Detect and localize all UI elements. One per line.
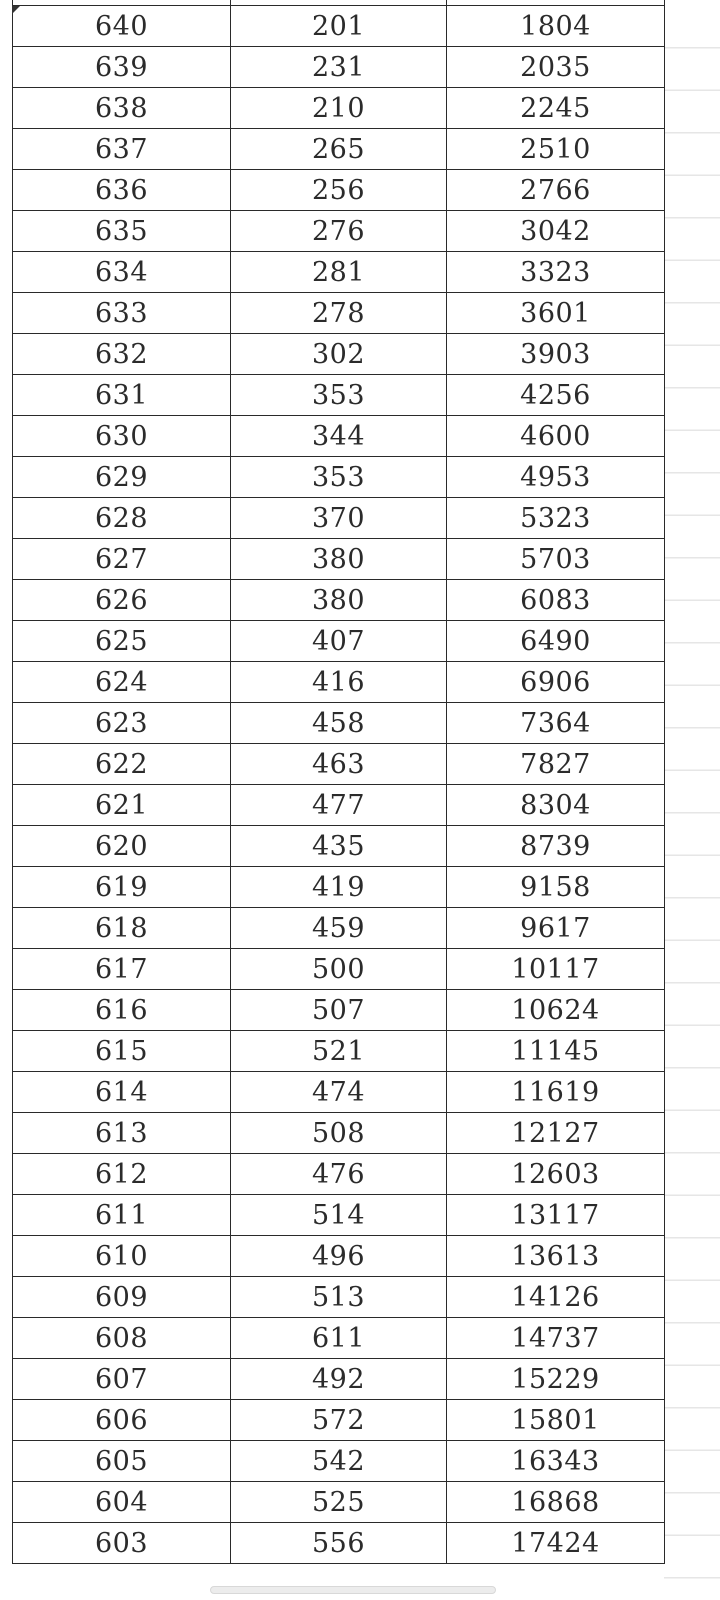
table-cell-col3[interactable]: 3601 [447, 293, 665, 334]
table-cell-col2[interactable]: 542 [231, 1441, 447, 1482]
table-cell-col1[interactable]: 620 [13, 826, 231, 867]
table-cell-col2[interactable]: 370 [231, 498, 447, 539]
table-cell-col3[interactable]: 3903 [447, 334, 665, 375]
table-cell-col2[interactable]: 302 [231, 334, 447, 375]
table-row [13, 252, 665, 293]
table-cell-col3[interactable]: 3323 [447, 252, 665, 293]
table-cell-col2[interactable]: 611 [231, 1318, 447, 1359]
table-row [13, 1400, 665, 1441]
table-cell-col1[interactable]: 619 [13, 867, 231, 908]
table-cell-col3[interactable]: 2510 [447, 129, 665, 170]
table-cell-col1[interactable]: 618 [13, 908, 231, 949]
table-row [13, 662, 665, 703]
table-row [13, 1441, 665, 1482]
table-cell-col3[interactable]: 13117 [447, 1195, 665, 1236]
table-cell-col2[interactable]: 525 [231, 1482, 447, 1523]
table-cell-col3[interactable]: 2035 [447, 47, 665, 88]
table-row [13, 1154, 665, 1195]
table-row [13, 334, 665, 375]
table-row [13, 539, 665, 580]
table-cell-col3[interactable]: 6083 [447, 580, 665, 621]
table-row [13, 47, 665, 88]
table-cell-col1[interactable]: 632 [13, 334, 231, 375]
table-row [13, 416, 665, 457]
table-cell-col3[interactable]: 14126 [447, 1277, 665, 1318]
table-cell-col1[interactable]: 609 [13, 1277, 231, 1318]
selection-corner-marker [12, 6, 20, 14]
table-cell-col2[interactable]: 380 [231, 539, 447, 580]
table-cell-col1[interactable]: 634 [13, 252, 231, 293]
table-cell-col2[interactable]: 416 [231, 662, 447, 703]
table-cell-col1[interactable]: 603 [13, 1523, 231, 1564]
table-cell-col2[interactable]: 500 [231, 949, 447, 990]
table-cell-col2[interactable]: 476 [231, 1154, 447, 1195]
table-cell-col1[interactable]: 624 [13, 662, 231, 703]
table-cell-col2[interactable]: 521 [231, 1031, 447, 1072]
table-cell-col3[interactable]: 2245 [447, 88, 665, 129]
table-cell-col2[interactable]: 435 [231, 826, 447, 867]
table-row [13, 744, 665, 785]
table-cell-col1[interactable]: 627 [13, 539, 231, 580]
table-cell-col1[interactable]: 628 [13, 498, 231, 539]
table-cell-col3[interactable]: 13613 [447, 1236, 665, 1277]
table-cell-col2[interactable]: 380 [231, 580, 447, 621]
table-row [13, 826, 665, 867]
table-cell-col2[interactable]: 474 [231, 1072, 447, 1113]
table-cell-col2[interactable]: 572 [231, 1400, 447, 1441]
table-cell-col3[interactable]: 6906 [447, 662, 665, 703]
table-cell-col1[interactable]: 616 [13, 990, 231, 1031]
table-row [13, 170, 665, 211]
table-row [13, 129, 665, 170]
table-cell-col2[interactable]: 496 [231, 1236, 447, 1277]
table-row [13, 1318, 665, 1359]
table-cell-col3[interactable]: 16868 [447, 1482, 665, 1523]
table-row [13, 88, 665, 129]
table-cell-col1[interactable]: 607 [13, 1359, 231, 1400]
table-row [13, 908, 665, 949]
table-cell-col1[interactable]: 631 [13, 375, 231, 416]
table-cell-col3[interactable]: 11145 [447, 1031, 665, 1072]
table-cell-col1[interactable]: 629 [13, 457, 231, 498]
table-cell-col1[interactable]: 608 [13, 1318, 231, 1359]
table-cell-col2[interactable]: 201 [231, 6, 447, 47]
table-cell-col1[interactable]: 622 [13, 744, 231, 785]
table-cell-col2[interactable]: 407 [231, 621, 447, 662]
table-row [13, 1031, 665, 1072]
table-cell-col2[interactable]: 281 [231, 252, 447, 293]
table-cell-col1[interactable]: 615 [13, 1031, 231, 1072]
table-row [13, 1072, 665, 1113]
table-cell-col3[interactable]: 4600 [447, 416, 665, 457]
table-cell-col1[interactable]: 635 [13, 211, 231, 252]
table-cell-col3[interactable]: 15801 [447, 1400, 665, 1441]
table-cell-col3[interactable]: 3042 [447, 211, 665, 252]
table-row [13, 1277, 665, 1318]
table-cell-col2[interactable]: 507 [231, 990, 447, 1031]
table-cell-col3[interactable]: 4953 [447, 457, 665, 498]
table-cell-col3[interactable]: 4256 [447, 375, 665, 416]
table-cell-col3[interactable]: 16343 [447, 1441, 665, 1482]
table-cell-col2[interactable]: 353 [231, 375, 447, 416]
table-cell-col1[interactable]: 638 [13, 88, 231, 129]
table-row [13, 1482, 665, 1523]
table-cell-col2[interactable]: 492 [231, 1359, 447, 1400]
table-cell-col2[interactable]: 508 [231, 1113, 447, 1154]
table-row [13, 703, 665, 744]
table-cell-col3[interactable]: 6490 [447, 621, 665, 662]
table-cell-col2[interactable]: 265 [231, 129, 447, 170]
table-cell-col1[interactable]: 613 [13, 1113, 231, 1154]
table-cell-col2[interactable]: 344 [231, 416, 447, 457]
table-cell-col1[interactable]: 611 [13, 1195, 231, 1236]
table-cell-col1[interactable]: 636 [13, 170, 231, 211]
table-row [13, 6, 665, 47]
table-row [13, 1236, 665, 1277]
table-cell-col3[interactable]: 10624 [447, 990, 665, 1031]
table-cell-col3[interactable]: 1804 [447, 6, 665, 47]
table-cell-col2[interactable]: 459 [231, 908, 447, 949]
table-row [13, 867, 665, 908]
table-row [13, 580, 665, 621]
table-cell-col3[interactable]: 15229 [447, 1359, 665, 1400]
table-cell-col1[interactable]: 630 [13, 416, 231, 457]
table-cell-col2[interactable]: 353 [231, 457, 447, 498]
left-gutter [0, 0, 12, 1600]
table-cell-col1[interactable]: 626 [13, 580, 231, 621]
table-cell-col3[interactable]: 2766 [447, 170, 665, 211]
table-cell-col3[interactable]: 7364 [447, 703, 665, 744]
table-cell-col1[interactable]: 612 [13, 1154, 231, 1195]
table-cell-col1[interactable]: 606 [13, 1400, 231, 1441]
table-cell-col2[interactable]: 458 [231, 703, 447, 744]
table-cell-col2[interactable]: 276 [231, 211, 447, 252]
table-cell-col1[interactable]: 621 [13, 785, 231, 826]
table-cell-col3[interactable]: 8739 [447, 826, 665, 867]
table-cell-col3[interactable]: 5703 [447, 539, 665, 580]
table-row [13, 375, 665, 416]
table-cell-col3[interactable]: 12127 [447, 1113, 665, 1154]
table-cell-col2[interactable]: 463 [231, 744, 447, 785]
table-row [13, 785, 665, 826]
table-cell-col2[interactable]: 513 [231, 1277, 447, 1318]
table-row [13, 990, 665, 1031]
table-cell-col1[interactable]: 610 [13, 1236, 231, 1277]
table-cell-col1[interactable]: 605 [13, 1441, 231, 1482]
table-row [13, 457, 665, 498]
table-cell-col3[interactable]: 11619 [447, 1072, 665, 1113]
table-row [13, 211, 665, 252]
table-row [13, 621, 665, 662]
table-row [13, 1359, 665, 1400]
table-cell-col1[interactable]: 617 [13, 949, 231, 990]
table-cell-col2[interactable]: 477 [231, 785, 447, 826]
table-cell-col1[interactable]: 614 [13, 1072, 231, 1113]
table-cell-col3[interactable]: 5323 [447, 498, 665, 539]
table-cell-col3[interactable]: 8304 [447, 785, 665, 826]
table-cell-col2[interactable]: 256 [231, 170, 447, 211]
table-cell-col2[interactable]: 514 [231, 1195, 447, 1236]
table-row [13, 498, 665, 539]
table-cell-col2[interactable]: 231 [231, 47, 447, 88]
table-cell-col3[interactable]: 9158 [447, 867, 665, 908]
table-cell-col3[interactable]: 9617 [447, 908, 665, 949]
table-row [13, 1523, 665, 1564]
table-cell-col1[interactable]: 633 [13, 293, 231, 334]
table-row [13, 949, 665, 990]
table-row [13, 1195, 665, 1236]
table-cell-col1[interactable]: 639 [13, 47, 231, 88]
table-cell-col3[interactable]: 14737 [447, 1318, 665, 1359]
table-cell-col2[interactable]: 556 [231, 1523, 447, 1564]
table-cell-col1[interactable]: 625 [13, 621, 231, 662]
table-cell-col1[interactable]: 637 [13, 129, 231, 170]
table-cell-col3[interactable]: 17424 [447, 1523, 665, 1564]
table-cell-col3[interactable]: 12603 [447, 1154, 665, 1195]
table-cell-col3[interactable]: 10117 [447, 949, 665, 990]
table-row [13, 293, 665, 334]
table-cell-col3[interactable]: 7827 [447, 744, 665, 785]
horizontal-scroll-indicator[interactable] [210, 1586, 496, 1594]
score-distribution-table [12, 0, 665, 1564]
table-row [13, 1113, 665, 1154]
table-cell-col1[interactable]: 640 [13, 6, 231, 47]
table-cell-col2[interactable]: 210 [231, 88, 447, 129]
empty-columns-grid [664, 0, 720, 1600]
table-cell-col1[interactable]: 623 [13, 703, 231, 744]
table-cell-col1[interactable]: 604 [13, 1482, 231, 1523]
table-cell-col2[interactable]: 419 [231, 867, 447, 908]
table-cell-col2[interactable]: 278 [231, 293, 447, 334]
